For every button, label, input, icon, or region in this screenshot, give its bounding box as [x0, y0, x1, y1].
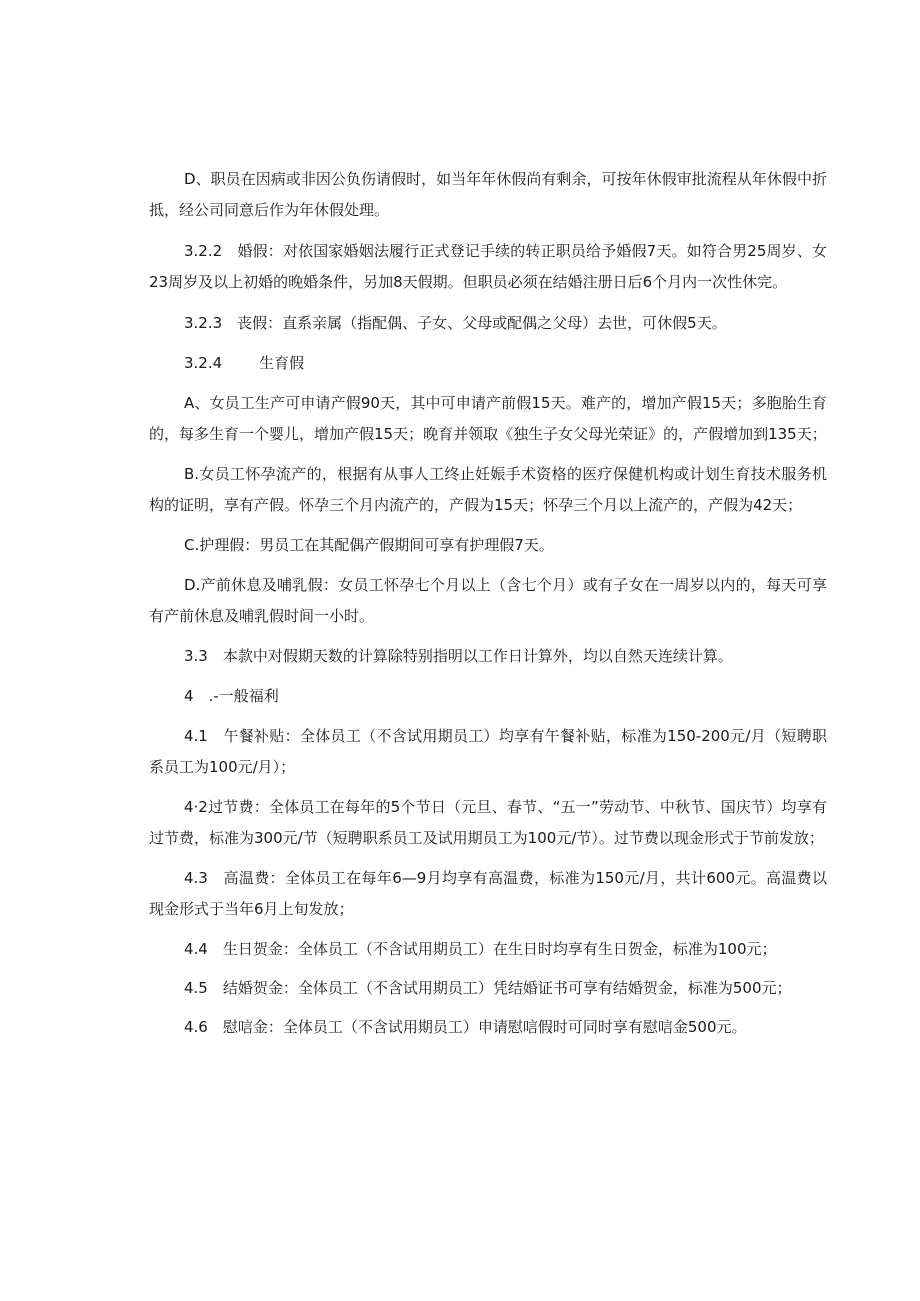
paragraph-leave-offset: D、职员在因病或非因公负伤请假时，如当年年休假尚有剩余，可按年休假审批流程从年休假中折抵，经公司同意后作为年休假处理。 — [149, 170, 827, 219]
paragraph-condolence-money: 4.6 慰唁金：全体员工（不含试用期员工）申请慰唁假时可同时享有慰唁金500元。 — [184, 1018, 747, 1036]
heading-title: 生育假 — [259, 354, 305, 372]
paragraph-wedding-gift: 4.5 结婚贺金：全体员工（不含试用期员工）凭结婚证书可享有结婚贺金，标准为500元； — [184, 979, 792, 997]
heading-maternity-leave — [149, 348, 827, 379]
heading-number: 3.2.4 — [184, 354, 223, 372]
paragraph-bereavement-leave: 3.2.3 丧假：直系亲属（指配偶、子女、父母或配偶之父母）去世，可休假5天。 — [184, 314, 727, 332]
paragraph-maternity-d: D.产前休息及哺乳假：女员工怀孕七个月以上（含七个月）或有子女在一周岁以内的，每天可享有产前休息及哺乳假时间一小时。 — [149, 576, 827, 625]
paragraph-holiday-allowance: 4·2过节费：全体员工在每年的5个节日（元旦、春节、“五一”劳动节、中秋节、国庆节）均享有过节费，标准为300元/节（短聘职系员工及试用期员工为100元/节）。过节费以现金形式于节前发放； — [149, 798, 827, 847]
paragraph-3-3: 3.3 本款中对假期天数的计算除特别指明以工作日计算外，均以自然天连续计算。 — [184, 647, 733, 665]
paragraph-maternity-a: A、女员工生产可申请产假90天，其中可申请产前假15天。难产的，增加产假15天；多胞胎生育的，每多生育一个婴儿，增加产假15天；晚育并领取《独生子女父母光荣证》的，产假增加到135天； — [149, 394, 827, 443]
paragraph-birthday-gift: 4.4 生日贺金：全体员工（不含试用期员工）在生日时均享有生日贺金，标准为100元； — [184, 940, 777, 958]
paragraph-high-temperature-allowance: 4.3 高温费：全体员工在每年6—9月均享有高温费，标准为150元/月，共计600元。高温费以现金形式于当年6月上旬发放； — [149, 869, 827, 918]
paragraph-marriage-leave: 3.2.2 婚假：对依国家婚姻法履行正式登记手续的转正职员给予婚假7天。如符合男25周岁、女23周岁及以上初婚的晚婚条件，另加8天假期。但职员必须在结婚注册日后6个月内一次性休完。 — [149, 242, 827, 291]
paragraph-maternity-b: B.女员工怀孕流产的，根据有从事人工终止妊娠手术资格的医疗保健机构或计划生育技术服务机构的证明，享有产假。怀孕三个月内流产的，产假为15天；怀孕三个月以上流产的，产假为42天； — [149, 465, 827, 514]
paragraph-lunch-allowance: 4.1 午餐补贴：全体员工（不含试用期员工）均享有午餐补贴，标准为150-200元/月（短聘职系员工为100元/月）； — [149, 727, 827, 776]
paragraph-maternity-c: C.护理假：男员工在其配偶产假期间可享有护理假7天。 — [184, 536, 554, 554]
heading-general-welfare: 4 .-一般福利 — [184, 687, 279, 705]
document-page — [149, 164, 827, 1043]
